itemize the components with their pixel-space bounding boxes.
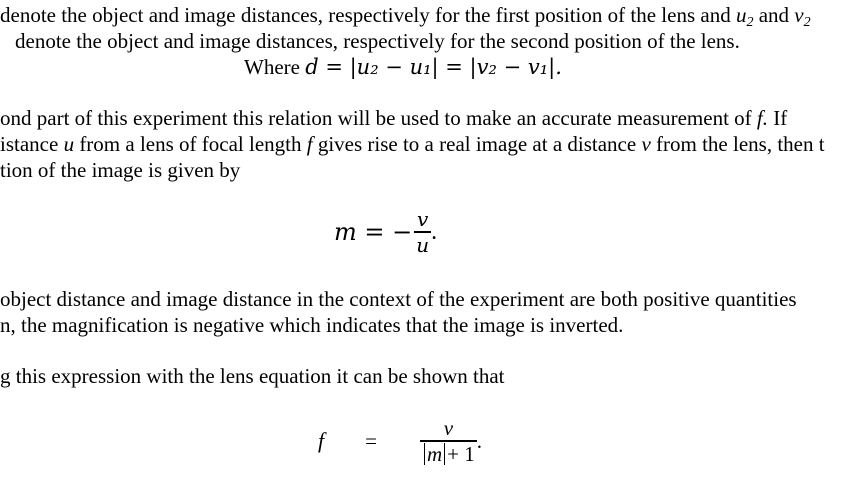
line-1-text: denote the object and image distances, respectively for the first position of the lens and xyxy=(0,3,736,27)
text-line-2: denote the object and image distances, respectively for the second position of the lens. xyxy=(15,29,740,53)
paragraph-4-line-1: g this expression with the lens equation it can be shown that xyxy=(0,364,505,388)
fraction-v-over-m-plus-1: $\frac{v}{m + 1}$ xyxy=(420,416,477,466)
text-line-3: Where d = |u₂ − u₁| = |v₂ − v₁|. xyxy=(244,55,562,79)
var-u2: $u_2$ xyxy=(735,3,754,30)
text-line-1: denote the object and image distances, respectively for the first position of the lens and $u_2$ and $v_2$ xyxy=(0,3,811,30)
paragraph-3-line-1: object distance and image distance in the context of the experiment are both positive quantities xyxy=(0,287,797,311)
var-v2: $v_2$ xyxy=(794,3,811,30)
paragraph-2-line-1: ond part of this experiment this relation will be used to make an accurate measurement of f. If xyxy=(0,106,788,130)
focal-length-equation: f = $\frac{v}{m + 1}$ . xyxy=(318,416,483,466)
paragraph-2-line-3: tion of the image is given by xyxy=(0,158,241,182)
fraction-v-over-u: $\frac{v}{u}$ xyxy=(416,207,430,257)
magnification-equation: m = − $\frac{v}{u}$ . xyxy=(334,207,438,257)
paragraph-2-line-2: istance u from a lens of focal length f gives rise to a real image at a distance v from the lens, then t xyxy=(0,132,825,156)
distance-equation: d = |u₂ − u₁| = |v₂ − v₁|. xyxy=(305,55,562,79)
paragraph-3-line-2: n, the magnification is negative which indicates that the image is inverted. xyxy=(0,313,624,337)
